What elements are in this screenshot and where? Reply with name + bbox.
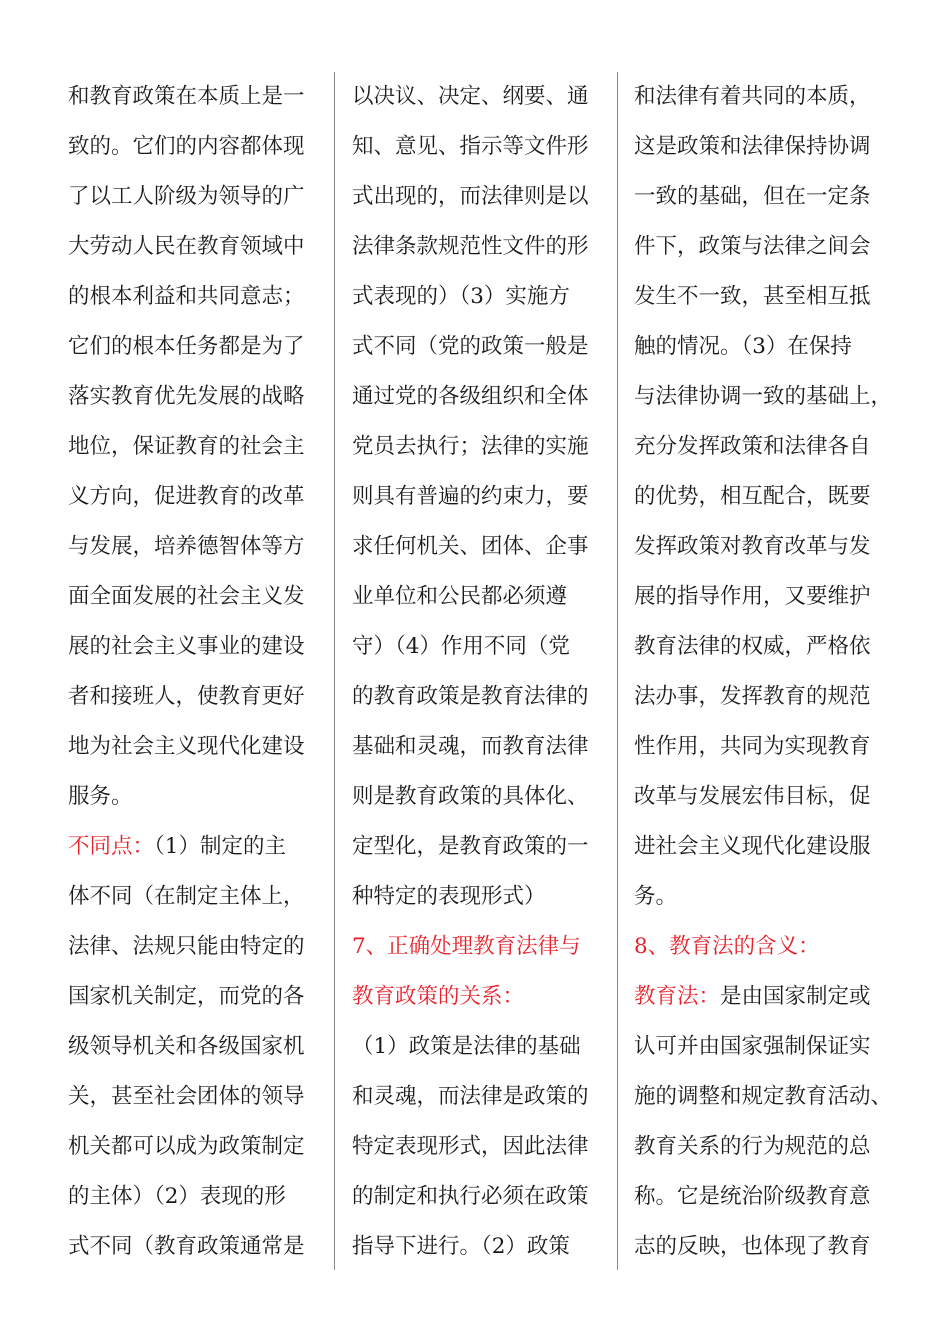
text-line — [68, 672, 326, 722]
body-text: 种特定的表现形式） — [352, 884, 546, 909]
body-text: 和灵魂，而法律是政策的 — [352, 1084, 589, 1109]
body-text: 一致的基础，但在一定条 — [634, 184, 871, 209]
body-text: 知、意见、指示等文件形 — [352, 134, 589, 159]
text-line — [634, 772, 900, 822]
text-line — [68, 1022, 326, 1072]
text-line — [68, 1072, 326, 1122]
text-column-2 — [352, 72, 610, 1272]
text-line — [634, 922, 900, 972]
text-line — [68, 622, 326, 672]
text-line — [634, 672, 900, 722]
text-line — [352, 222, 610, 272]
body-text: 认可并由国家强制保证实 — [634, 1034, 871, 1059]
body-text: 以决议、决定、纲要、通 — [352, 84, 589, 109]
body-text: 式出现的，而法律则是以 — [352, 184, 589, 209]
text-line — [634, 972, 900, 1022]
text-line — [352, 772, 610, 822]
body-text: 展的指导作用，又要维护 — [634, 584, 871, 609]
text-line — [352, 372, 610, 422]
body-text: 的教育政策是教育法律的 — [352, 684, 589, 709]
body-text: 进社会主义现代化建设服 — [634, 834, 871, 859]
body-text: 与法律协调一致的基础上， — [634, 384, 893, 409]
text-line — [352, 822, 610, 872]
text-line — [634, 472, 900, 522]
text-line — [634, 422, 900, 472]
body-text: 它们的根本任务都是为了 — [68, 334, 305, 359]
body-text: 指导下进行。（2）政策 — [352, 1234, 570, 1259]
text-line — [68, 72, 326, 122]
body-text: （1）制定的主 — [154, 834, 286, 859]
body-text: 体不同（在制定主体上， — [68, 884, 305, 909]
text-line — [352, 1172, 610, 1222]
body-text: 件下，政策与法律之间会 — [634, 234, 871, 259]
text-line — [68, 922, 326, 972]
body-text: 教育关系的行为规范的总 — [634, 1134, 871, 1159]
text-line — [352, 522, 610, 572]
text-line — [634, 1222, 900, 1272]
body-text: 与发展，培养德智体等方 — [68, 534, 305, 559]
text-line — [634, 1072, 900, 1122]
body-text: 充分发挥政策和法律各自 — [634, 434, 871, 459]
body-text: 称。它是统治阶级教育意 — [634, 1184, 871, 1209]
text-line — [634, 172, 900, 222]
text-line — [68, 872, 326, 922]
body-text: 展的社会主义事业的建设 — [68, 634, 305, 659]
text-line — [352, 1122, 610, 1172]
text-line — [352, 1072, 610, 1122]
body-text: 法律条款规范性文件的形 — [352, 234, 589, 259]
text-line — [68, 122, 326, 172]
highlighted-text: 7、正确处理教育法律与 — [352, 934, 581, 959]
column-divider-2 — [617, 72, 618, 1270]
text-line — [634, 1172, 900, 1222]
body-text: 的根本利益和共同意志； — [68, 284, 305, 309]
text-column-1 — [68, 72, 326, 1272]
body-text: 志的反映，也体现了教育 — [634, 1234, 871, 1259]
body-text: 发生不一致，甚至相互抵 — [634, 284, 871, 309]
text-line — [634, 322, 900, 372]
body-text: 关，甚至社会团体的领导 — [68, 1084, 305, 1109]
text-line — [68, 322, 326, 372]
text-line — [634, 522, 900, 572]
text-line — [352, 172, 610, 222]
column-divider-1 — [334, 72, 335, 1270]
body-text: 教育法律的权威，严格依 — [634, 634, 871, 659]
highlighted-text: 教育法： — [634, 984, 721, 1009]
body-text: 党员去执行；法律的实施 — [352, 434, 589, 459]
highlighted-text: 教育政策的关系： — [352, 984, 525, 1009]
text-line — [352, 1222, 610, 1272]
text-line — [352, 622, 610, 672]
body-text: 的优势，相互配合，既要 — [634, 484, 871, 509]
text-line — [68, 222, 326, 272]
text-line — [68, 772, 326, 822]
text-line — [634, 1122, 900, 1172]
text-line — [68, 1222, 326, 1272]
body-text: 落实教育优先发展的战略 — [68, 384, 305, 409]
text-line — [352, 872, 610, 922]
body-text: 业单位和公民都必须遵 — [352, 584, 568, 609]
text-line — [634, 372, 900, 422]
body-text: 和教育政策在本质上是一 — [68, 84, 305, 109]
text-line — [352, 422, 610, 472]
body-text: 机关都可以成为政策制定 — [68, 1134, 305, 1159]
text-line — [68, 522, 326, 572]
body-text: 的主体）（2）表现的形 — [68, 1184, 286, 1209]
body-text: 特定表现形式，因此法律 — [352, 1134, 589, 1159]
text-line — [352, 322, 610, 372]
body-text: 地为社会主义现代化建设 — [68, 734, 305, 759]
text-line — [634, 822, 900, 872]
text-line — [68, 172, 326, 222]
text-line — [352, 922, 610, 972]
text-line — [352, 122, 610, 172]
body-text: 的制定和执行必须在政策 — [352, 1184, 589, 1209]
body-text: 式不同（党的政策一般是 — [352, 334, 589, 359]
body-text: 基础和灵魂，而教育法律 — [352, 734, 589, 759]
text-line — [68, 572, 326, 622]
body-text: 性作用，共同为实现教育 — [634, 734, 871, 759]
text-line — [352, 1022, 610, 1072]
text-line — [352, 672, 610, 722]
body-text: 则具有普遍的约束力，要 — [352, 484, 589, 509]
body-text: 式表现的）（3）实施方 — [352, 284, 570, 309]
body-text: 者和接班人，使教育更好 — [68, 684, 305, 709]
body-text: 求任何机关、团体、企事 — [352, 534, 589, 559]
text-line — [352, 72, 610, 122]
body-text: 守）（4）作用不同（党 — [352, 634, 570, 659]
text-line — [352, 572, 610, 622]
text-line — [68, 1172, 326, 1222]
body-text: 义方向，促进教育的改革 — [68, 484, 305, 509]
highlighted-text: 8、教育法的含义： — [634, 934, 820, 959]
body-text: 施的调整和规定教育活动、 — [634, 1084, 893, 1109]
body-text: 级领导机关和各级国家机 — [68, 1034, 305, 1059]
body-text: （1）政策是法律的基础 — [352, 1034, 581, 1059]
body-text: 这是政策和法律保持协调 — [634, 134, 871, 159]
body-text: 改革与发展宏伟目标，促 — [634, 784, 871, 809]
body-text: 地位，保证教育的社会主 — [68, 434, 305, 459]
text-line — [352, 972, 610, 1022]
text-line — [634, 72, 900, 122]
text-line — [352, 272, 610, 322]
body-text: 务。 — [634, 884, 678, 909]
text-line — [68, 372, 326, 422]
body-text: 发挥政策对教育改革与发 — [634, 534, 871, 559]
text-line — [68, 722, 326, 772]
text-line — [634, 722, 900, 772]
text-line — [634, 1022, 900, 1072]
text-line — [634, 572, 900, 622]
body-text: 定型化，是教育政策的一 — [352, 834, 589, 859]
text-line — [68, 972, 326, 1022]
body-text: 法律、法规只能由特定的 — [68, 934, 305, 959]
text-line — [352, 472, 610, 522]
body-text: 大劳动人民在教育领域中 — [68, 234, 305, 259]
body-text: 国家机关制定，而党的各 — [68, 984, 305, 1009]
highlighted-text: 不同点： — [68, 834, 155, 859]
text-line — [68, 822, 326, 872]
text-line — [68, 1122, 326, 1172]
body-text: 式不同（教育政策通常是 — [68, 1234, 305, 1259]
text-line — [352, 722, 610, 772]
text-line — [68, 422, 326, 472]
text-line — [68, 272, 326, 322]
text-line — [634, 122, 900, 172]
body-text: 则是教育政策的具体化、 — [352, 784, 589, 809]
text-line — [634, 872, 900, 922]
text-column-3 — [634, 72, 900, 1272]
text-line — [634, 622, 900, 672]
body-text: 面全面发展的社会主义发 — [68, 584, 305, 609]
text-line — [634, 222, 900, 272]
text-line — [68, 472, 326, 522]
body-text: 通过党的各级组织和全体 — [352, 384, 589, 409]
body-text: 和法律有着共同的本质， — [634, 84, 871, 109]
body-text: 服务。 — [68, 784, 133, 809]
body-text: 触的情况。（3）在保持 — [634, 334, 852, 359]
body-text: 了以工人阶级为领导的广 — [68, 184, 305, 209]
body-text: 法办事，发挥教育的规范 — [634, 684, 871, 709]
text-line — [634, 272, 900, 322]
body-text: 致的。它们的内容都体现 — [68, 134, 305, 159]
body-text: 是由国家制定或 — [720, 984, 871, 1009]
